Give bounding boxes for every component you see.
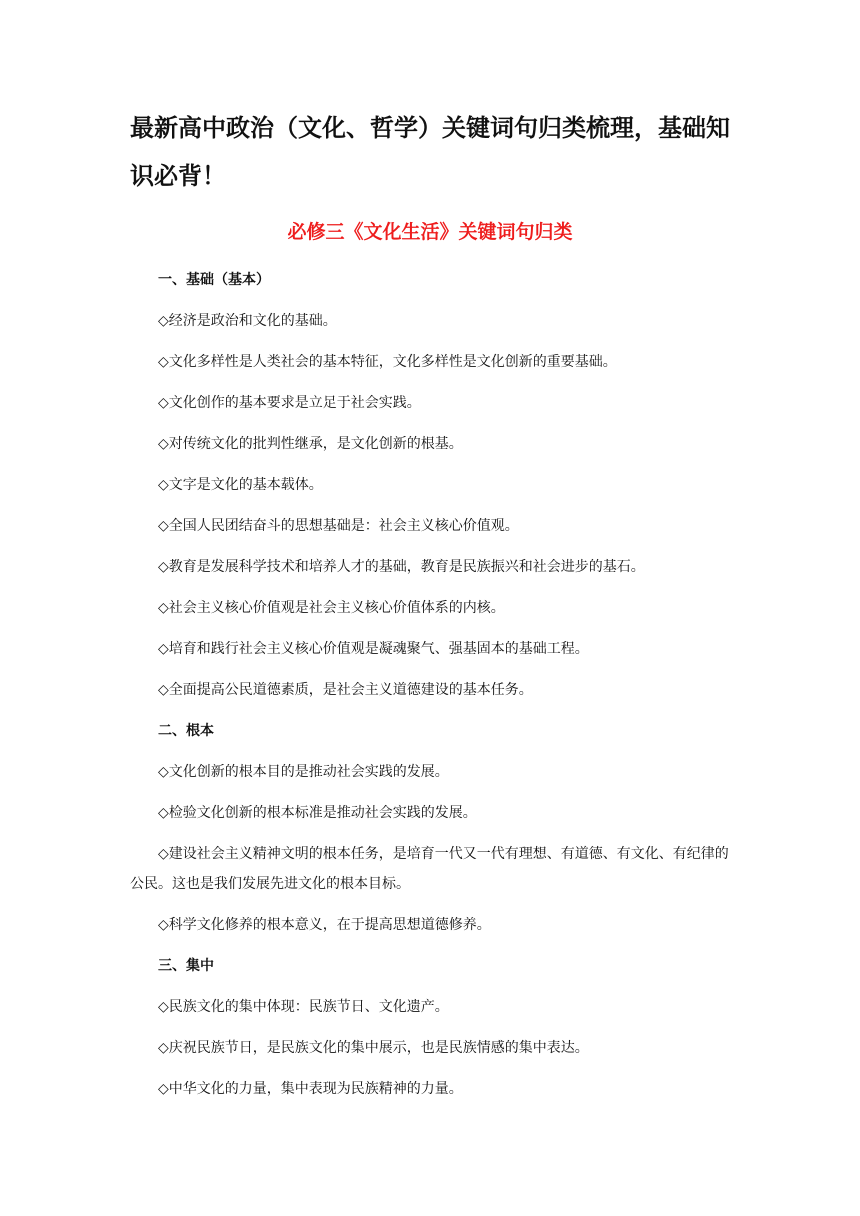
list-item: ◇建设社会主义精神文明的根本任务，是培育一代又一代有理想、有道德、有文化、有纪律的公民。这也是我们发展先进文化的根本目标。 — [130, 846, 729, 892]
list-item: ◇全国人民团结奋斗的思想基础是：社会主义核心价值观。 — [158, 518, 519, 534]
list-item: ◇培育和践行社会主义核心价值观是凝魂聚气、强基固本的基础工程。 — [158, 641, 589, 657]
list-item: ◇文化创作的基本要求是立足于社会实践。 — [158, 395, 421, 411]
list-item: ◇中华文化的力量，集中表现为民族精神的力量。 — [158, 1081, 463, 1097]
group-heading-basis: 一、基础（基本） — [158, 272, 270, 288]
list-item: ◇文化创新的根本目的是推动社会实践的发展。 — [158, 764, 449, 780]
section-title: 必修三《文化生活》关键词句归类 — [287, 221, 573, 243]
document-body — [130, 270, 730, 1120]
list-item: ◇教育是发展科学技术和培养人才的基础，教育是民族振兴和社会进步的基石。 — [158, 559, 645, 575]
list-item: ◇检验文化创新的根本标准是推动社会实践的发展。 — [158, 805, 477, 821]
group-heading-fundamental: 二、根本 — [158, 723, 214, 739]
group-heading-concentrated: 三、集中 — [158, 958, 214, 974]
list-item: ◇民族文化的集中体现：民族节日、文化遗产。 — [158, 999, 449, 1015]
list-item: ◇全面提高公民道德素质，是社会主义道德建设的基本任务。 — [158, 682, 533, 698]
list-item: ◇庆祝民族节日，是民族文化的集中展示，也是民族情感的集中表达。 — [158, 1040, 589, 1056]
list-item: ◇对传统文化的批判性继承，是文化创新的根基。 — [158, 436, 463, 452]
list-item: ◇经济是政治和文化的基础。 — [158, 313, 337, 329]
list-item: ◇科学文化修养的根本意义，在于提高思想道德修养。 — [158, 917, 491, 933]
list-item: ◇社会主义核心价值观是社会主义核心价值体系的内核。 — [158, 600, 505, 616]
list-item: ◇文字是文化的基本载体。 — [158, 477, 323, 493]
document-title: 最新高中政治（文化、哲学）关键词句归类梳理，基础知识必背！ — [130, 114, 730, 190]
list-item: ◇文化多样性是人类社会的基本特征，文化多样性是文化创新的重要基础。 — [158, 354, 617, 370]
